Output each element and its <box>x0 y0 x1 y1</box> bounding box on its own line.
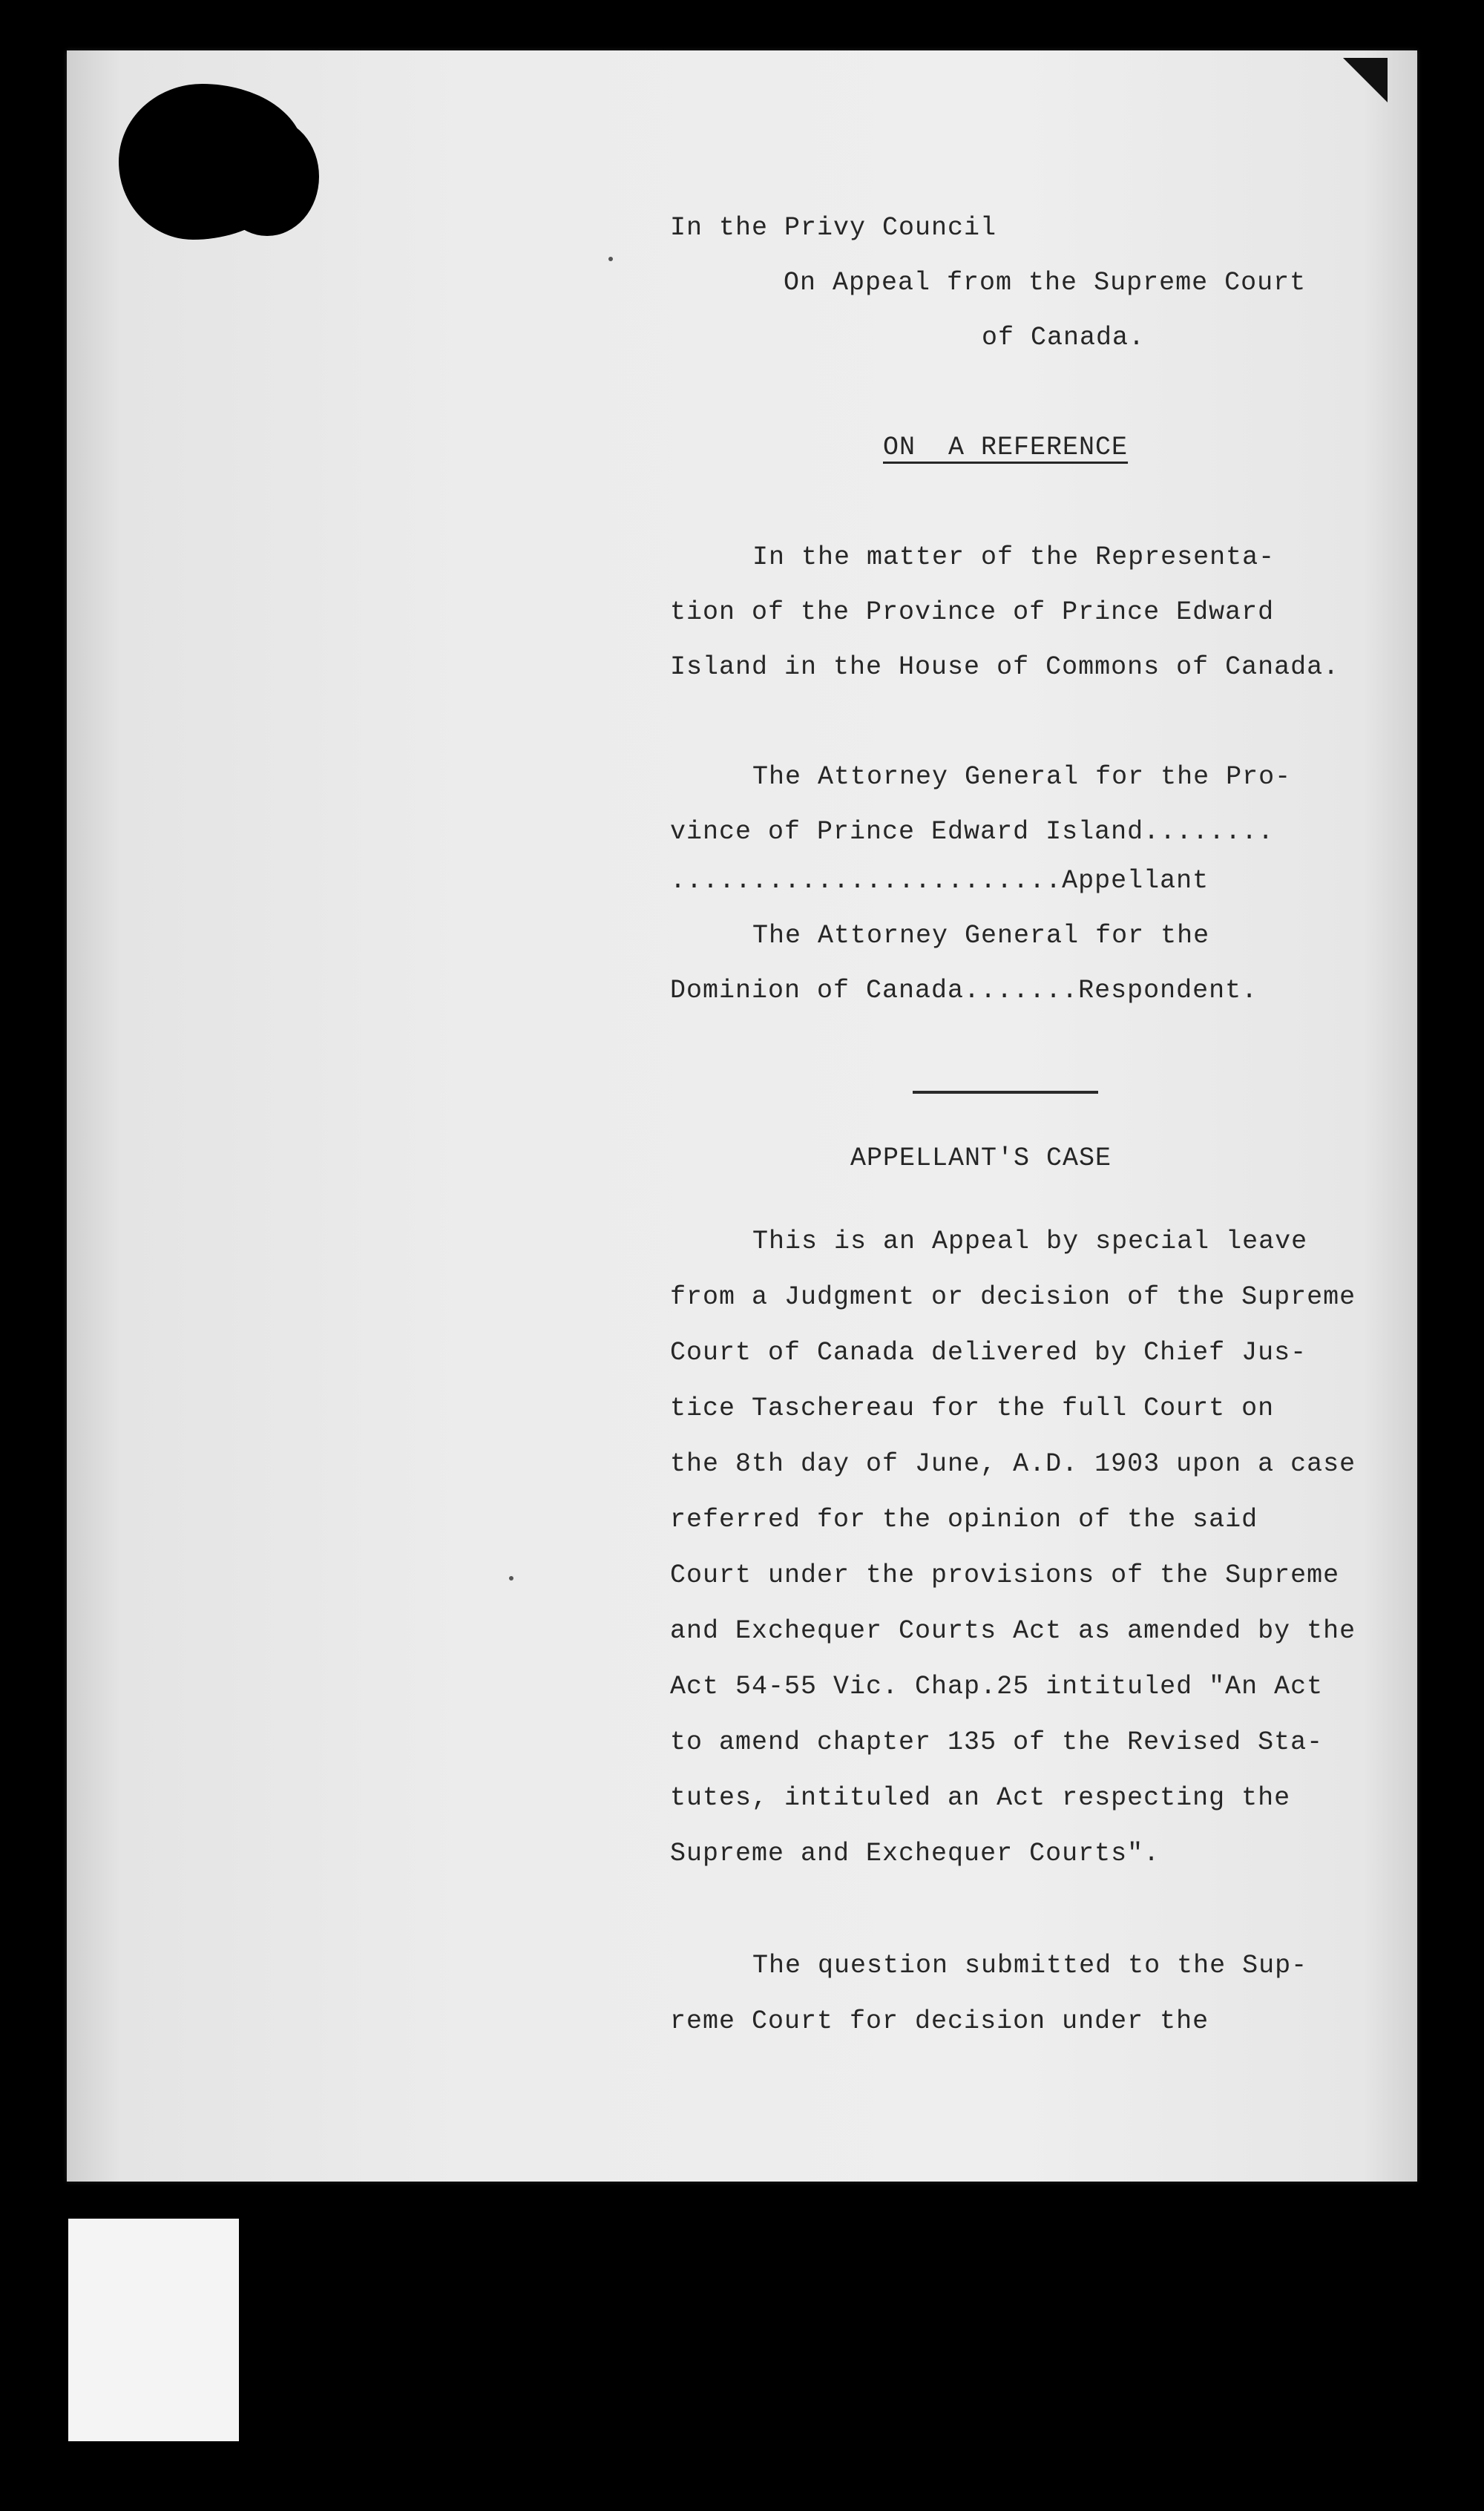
body-line-12: Supreme and Exchequer Courts". <box>670 1839 1160 1868</box>
appeal-heading: On Appeal from the Supreme Court <box>784 268 1307 298</box>
body-line-5: the 8th day of June, A.D. 1903 upon a case <box>670 1449 1356 1479</box>
ink-speck <box>608 257 613 261</box>
reference-heading: ON A REFERENCE <box>883 433 1129 462</box>
ink-speck <box>509 1576 513 1581</box>
torn-corner-edge <box>215 117 319 236</box>
body-line-11: tutes, intituled an Act respecting the <box>670 1783 1291 1813</box>
matter-line-3: Island in the House of Commons of Canada. <box>670 652 1340 682</box>
question-line-2: reme Court for decision under the <box>670 2006 1209 2036</box>
matter-line-1: In the matter of the Representa- <box>752 542 1275 572</box>
court-heading: In the Privy Council <box>670 213 997 243</box>
appellant-line-2: vince of Prince Edward Island........ <box>670 817 1275 847</box>
body-line-3: Court of Canada delivered by Chief Jus- <box>670 1338 1307 1368</box>
appellant-line-1: The Attorney General for the Pro- <box>752 762 1292 792</box>
matter-line-2: tion of the Province of Prince Edward <box>670 597 1275 627</box>
body-line-2: from a Judgment or decision of the Supreme <box>670 1282 1356 1312</box>
folded-corner <box>1343 58 1388 102</box>
body-line-1: This is an Appeal by special leave <box>752 1227 1308 1256</box>
body-line-6: referred for the opinion of the said <box>670 1505 1258 1534</box>
body-line-8: and Exchequer Courts Act as amended by the <box>670 1616 1356 1646</box>
appeal-heading-continued: of Canada. <box>982 323 1146 352</box>
respondent-line-1: The Attorney General for the <box>752 921 1210 951</box>
respondent-line-2: Dominion of Canada.......Respondent. <box>670 976 1258 1005</box>
body-line-10: to amend chapter 135 of the Revised Sta- <box>670 1727 1324 1757</box>
section-divider <box>913 1091 1098 1094</box>
body-line-7: Court under the provisions of the Supreme <box>670 1560 1340 1590</box>
case-title: APPELLANT'S CASE <box>850 1143 1112 1173</box>
question-line-1: The question submitted to the Sup- <box>752 1951 1308 1980</box>
body-line-9: Act 54-55 Vic. Chap.25 intituled "An Act <box>670 1672 1324 1701</box>
appellant-line-3: ........................Appellant <box>670 866 1209 896</box>
paper-slip <box>68 2219 239 2441</box>
body-line-4: tice Taschereau for the full Court on <box>670 1394 1275 1423</box>
